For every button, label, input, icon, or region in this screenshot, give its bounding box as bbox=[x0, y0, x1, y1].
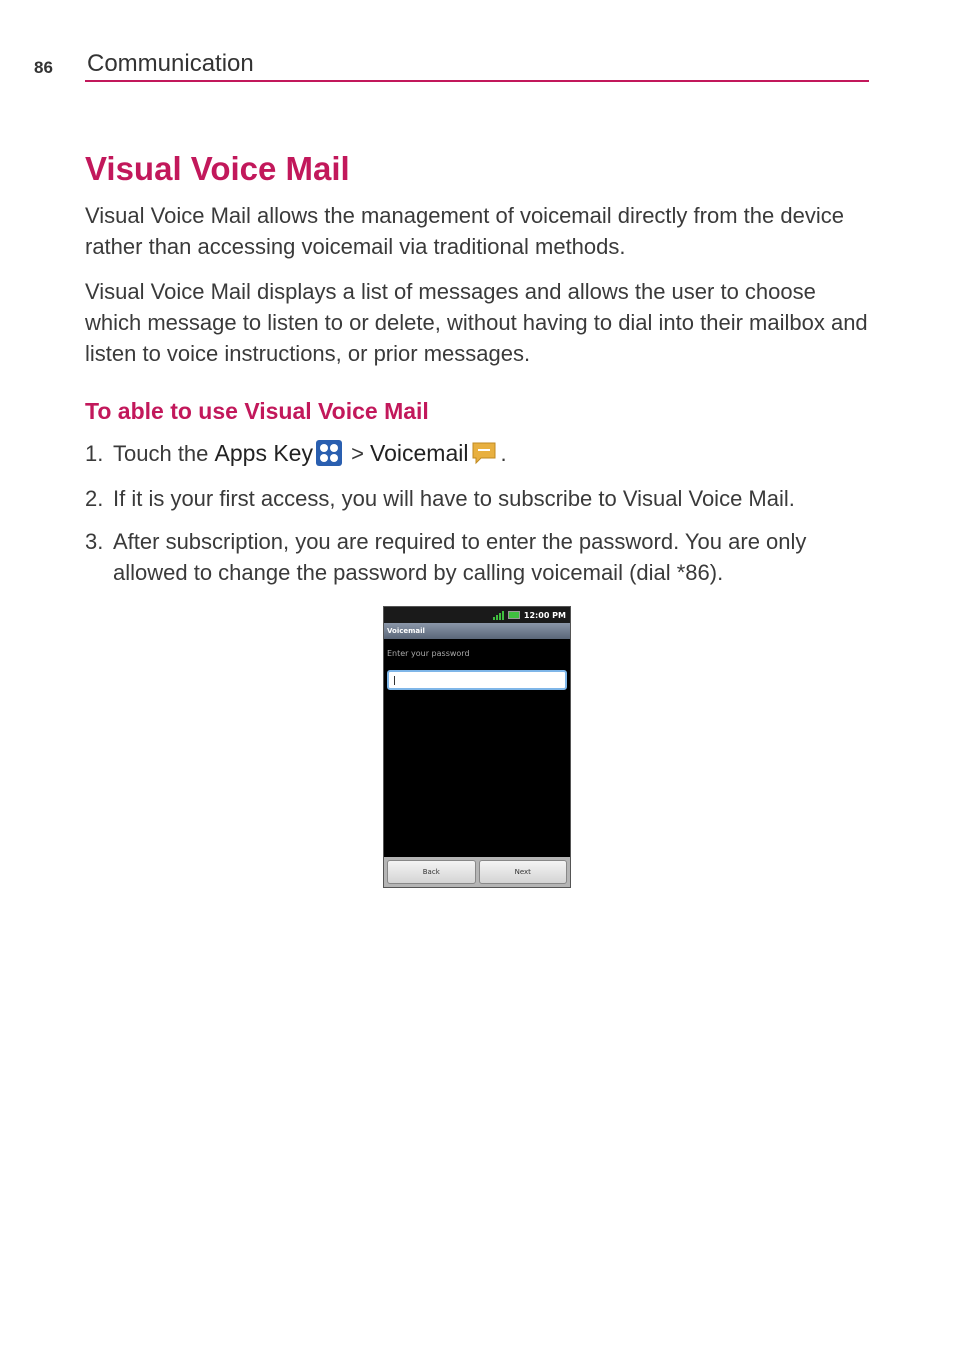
page-title: Visual Voice Mail bbox=[85, 150, 350, 187]
step-text: If it is your first access, you will have to subscribe to Visual Voice Mail. bbox=[113, 486, 795, 511]
step-text: After subscription, you are required to enter the password. You are only allowed to change the password by calling voicemail (dial *86). bbox=[113, 529, 807, 585]
next-button[interactable]: Next bbox=[479, 860, 568, 884]
app-title-bar: Voicemail bbox=[384, 623, 570, 639]
step-text bbox=[113, 438, 869, 469]
step-1 bbox=[85, 438, 869, 469]
header-rule bbox=[85, 80, 869, 82]
step-prefix: Touch the bbox=[113, 441, 215, 466]
voicemail-bubble-icon bbox=[471, 440, 497, 466]
status-clock: 12:00 PM bbox=[523, 610, 566, 620]
phone-screenshot bbox=[383, 606, 571, 888]
apps-key-label: Apps Key bbox=[214, 440, 313, 466]
step-separator: > bbox=[344, 441, 371, 466]
battery-icon bbox=[508, 611, 520, 619]
apps-grid-icon bbox=[316, 440, 342, 466]
page-number: 86 bbox=[34, 58, 53, 77]
subheading: To able to use Visual Voice Mail bbox=[85, 398, 429, 424]
status-bar bbox=[384, 607, 570, 623]
text-caret bbox=[394, 676, 395, 685]
step-number: 3. bbox=[85, 529, 104, 554]
description-paragraph: Visual Voice Mail displays a list of messages and allows the user to choose which message to listen to or delete, without having to dial into their mailbox and listen to voice instructions, or prior messages. bbox=[85, 279, 868, 366]
step-number: 2. bbox=[85, 486, 104, 511]
button-bar bbox=[384, 857, 570, 887]
section-heading: Communication bbox=[87, 50, 254, 77]
intro-paragraph: Visual Voice Mail allows the management of voicemail directly from the device rather than accessing voicemail via traditional methods. bbox=[85, 203, 844, 259]
step-3 bbox=[85, 526, 869, 588]
back-button[interactable]: Back bbox=[387, 860, 476, 884]
step-2 bbox=[85, 483, 869, 514]
voicemail-label: Voicemail bbox=[370, 440, 469, 466]
password-prompt: Enter your password bbox=[387, 649, 470, 658]
password-input[interactable] bbox=[387, 670, 567, 690]
step-number: 1. bbox=[85, 441, 104, 466]
step-suffix: . bbox=[500, 441, 507, 466]
signal-icon bbox=[493, 610, 504, 620]
